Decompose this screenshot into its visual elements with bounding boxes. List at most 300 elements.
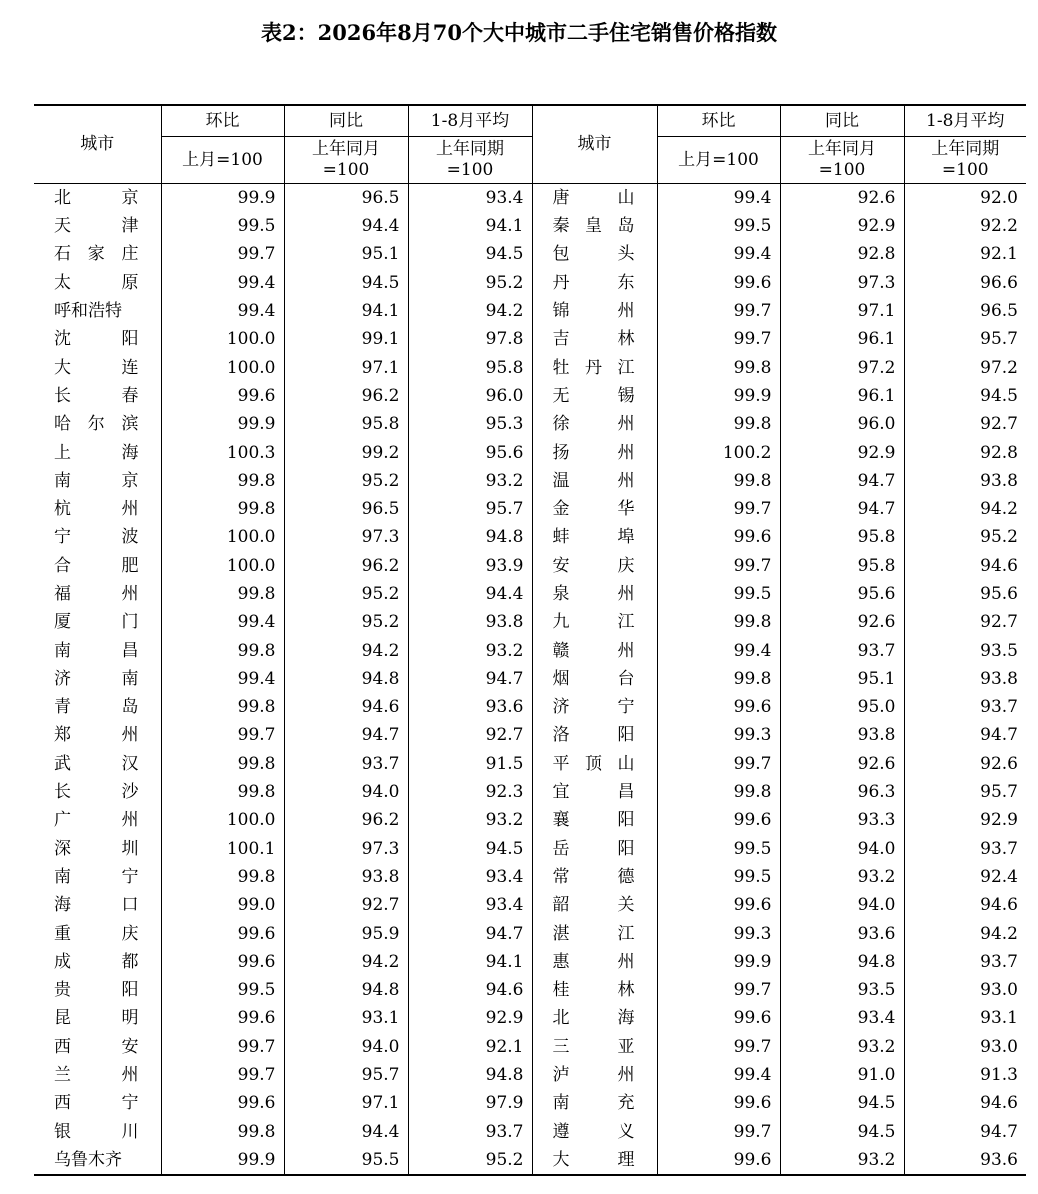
avg-value: 95.6 [904, 580, 1026, 608]
mom-value: 99.8 [657, 353, 780, 381]
yoy-value: 92.9 [780, 438, 904, 466]
mom-value: 99.8 [161, 693, 284, 721]
yoy-value: 94.0 [780, 891, 904, 919]
table-row [34, 1004, 1026, 1032]
yoy-value: 93.2 [780, 863, 904, 891]
mom-value: 99.9 [161, 410, 284, 438]
table-row [34, 438, 1026, 466]
mom-value: 99.6 [657, 523, 780, 551]
table-row [34, 325, 1026, 353]
table-row [34, 721, 1026, 749]
yoy-value: 95.2 [284, 608, 408, 636]
avg-value: 93.8 [904, 665, 1026, 693]
mom-value: 99.8 [657, 467, 780, 495]
table-row [34, 948, 1026, 976]
mom-value: 100.0 [161, 552, 284, 580]
mom-value: 99.6 [657, 1089, 780, 1117]
yoy-value: 94.2 [284, 636, 408, 664]
avg-value: 93.7 [408, 1118, 532, 1146]
avg-value: 94.5 [904, 382, 1026, 410]
yoy-value: 94.6 [284, 693, 408, 721]
mom-value: 99.6 [161, 948, 284, 976]
mom-value: 99.9 [161, 1146, 284, 1175]
yoy-value: 96.2 [284, 552, 408, 580]
avg-value: 94.1 [408, 212, 532, 240]
yoy-value: 94.4 [284, 212, 408, 240]
mom-value: 100.0 [161, 325, 284, 353]
yoy-value: 92.7 [284, 891, 408, 919]
avg-value: 92.2 [904, 212, 1026, 240]
city-name: 沈阳 [54, 329, 139, 350]
table-row [34, 778, 1026, 806]
yoy-value: 94.0 [284, 1033, 408, 1061]
yoy-value: 96.0 [780, 410, 904, 438]
city-name: 三亚 [532, 1033, 657, 1061]
city-name: 丹东 [532, 269, 657, 297]
price-index-table [34, 104, 1026, 1176]
mom-value: 99.7 [657, 552, 780, 580]
city-name: 南京 [54, 470, 139, 491]
city-name: 金华 [532, 495, 657, 523]
city-name: 宁波 [54, 527, 139, 548]
city-name: 平顶山 [532, 750, 657, 778]
yoy-value: 99.1 [284, 325, 408, 353]
city-name: 青岛 [54, 697, 139, 718]
yoy-value: 93.2 [780, 1033, 904, 1061]
yoy-value: 95.7 [284, 1061, 408, 1089]
yoy-value: 95.8 [780, 523, 904, 551]
yoy-value: 97.3 [284, 835, 408, 863]
mom-value: 99.9 [657, 948, 780, 976]
mom-value: 99.8 [161, 750, 284, 778]
mom-value: 99.6 [657, 891, 780, 919]
yoy-value: 96.3 [780, 778, 904, 806]
avg-value: 92.7 [408, 721, 532, 749]
table-row [34, 863, 1026, 891]
table-title: 表2：2026年8月70个大中城市二手住宅销售价格指数 [261, 20, 777, 45]
yoy-value: 94.1 [284, 297, 408, 325]
avg-value: 95.2 [408, 1146, 532, 1175]
yoy-value: 96.5 [284, 184, 408, 213]
avg-value: 92.1 [904, 240, 1026, 268]
city-name: 北海 [532, 1004, 657, 1032]
city-name: 大理 [532, 1146, 657, 1175]
yoy-value: 95.5 [284, 1146, 408, 1175]
yoy-value: 99.2 [284, 438, 408, 466]
yoy-value: 94.4 [284, 1118, 408, 1146]
yoy-value: 96.2 [284, 382, 408, 410]
avg-value: 93.6 [904, 1146, 1026, 1175]
yoy-value: 93.6 [780, 919, 904, 947]
table-row [34, 467, 1026, 495]
avg-value: 94.4 [408, 580, 532, 608]
header-city-left: 城市 [34, 105, 161, 184]
city-name: 上海 [54, 442, 139, 463]
yoy-value: 93.2 [780, 1146, 904, 1175]
yoy-value: 97.1 [284, 1089, 408, 1117]
table-row [34, 552, 1026, 580]
mom-value: 99.5 [657, 580, 780, 608]
mom-value: 99.7 [161, 721, 284, 749]
yoy-value: 93.7 [284, 750, 408, 778]
mom-value: 99.3 [657, 919, 780, 947]
city-name: 石家庄 [54, 244, 139, 265]
city-name: 扬州 [532, 438, 657, 466]
header-yoy-base-right: 上年同月 =100 [780, 137, 904, 184]
city-name: 长春 [54, 385, 139, 406]
avg-value: 94.7 [408, 665, 532, 693]
city-name: 武汉 [54, 753, 139, 774]
avg-value: 94.1 [408, 948, 532, 976]
city-name: 惠州 [532, 948, 657, 976]
mom-value: 99.7 [657, 495, 780, 523]
mom-value: 99.6 [161, 919, 284, 947]
header-mom-left: 环比 [161, 105, 284, 137]
yoy-value: 91.0 [780, 1061, 904, 1089]
table-row [34, 184, 1026, 213]
mom-value: 99.8 [161, 778, 284, 806]
table-row [34, 353, 1026, 381]
avg-value: 94.8 [408, 1061, 532, 1089]
mom-value: 99.7 [657, 325, 780, 353]
avg-value: 92.1 [408, 1033, 532, 1061]
avg-value: 97.9 [408, 1089, 532, 1117]
city-name: 包头 [532, 240, 657, 268]
city-name: 北京 [54, 188, 139, 208]
city-name: 襄阳 [532, 806, 657, 834]
city-name: 蚌埠 [532, 523, 657, 551]
mom-value: 100.1 [161, 835, 284, 863]
city-name: 太原 [54, 272, 139, 293]
city-name: 贵阳 [54, 980, 139, 1001]
mom-value: 99.6 [657, 269, 780, 297]
yoy-value: 97.1 [284, 353, 408, 381]
yoy-value: 97.1 [780, 297, 904, 325]
table-row [34, 297, 1026, 325]
city-name: 郑州 [54, 725, 139, 746]
table-row [34, 750, 1026, 778]
mom-value: 99.5 [657, 212, 780, 240]
mom-value: 99.8 [657, 608, 780, 636]
avg-value: 96.0 [408, 382, 532, 410]
yoy-value: 95.1 [780, 665, 904, 693]
city-name: 合肥 [54, 555, 139, 576]
table-row [34, 1033, 1026, 1061]
mom-value: 99.5 [657, 835, 780, 863]
avg-value: 94.2 [904, 495, 1026, 523]
yoy-value: 97.2 [780, 353, 904, 381]
city-name: 桂林 [532, 976, 657, 1004]
yoy-value: 95.9 [284, 919, 408, 947]
avg-value: 95.7 [904, 778, 1026, 806]
avg-value: 94.6 [408, 976, 532, 1004]
mom-value: 99.7 [657, 1118, 780, 1146]
yoy-value: 93.1 [284, 1004, 408, 1032]
avg-value: 91.3 [904, 1061, 1026, 1089]
table-row [34, 608, 1026, 636]
mom-value: 100.0 [161, 353, 284, 381]
mom-value: 99.5 [161, 212, 284, 240]
header-avg-right: 1-8月平均 [904, 105, 1026, 137]
mom-value: 99.8 [657, 778, 780, 806]
mom-value: 99.4 [161, 297, 284, 325]
city-name: 宜昌 [532, 778, 657, 806]
avg-value: 92.7 [904, 608, 1026, 636]
header-yoy-left: 同比 [284, 105, 408, 137]
yoy-value: 93.8 [780, 721, 904, 749]
mom-value: 99.8 [161, 1118, 284, 1146]
avg-value: 92.9 [904, 806, 1026, 834]
city-name: 厦门 [54, 612, 139, 633]
avg-value: 92.6 [904, 750, 1026, 778]
table-row [34, 240, 1026, 268]
city-name: 韶关 [532, 891, 657, 919]
table-row [34, 835, 1026, 863]
yoy-value: 96.1 [780, 382, 904, 410]
avg-value: 94.8 [408, 523, 532, 551]
city-name: 成都 [54, 951, 139, 972]
mom-value: 99.7 [161, 1033, 284, 1061]
table-row [34, 976, 1026, 1004]
city-name: 济宁 [532, 693, 657, 721]
avg-value: 94.6 [904, 891, 1026, 919]
city-name: 重庆 [54, 923, 139, 944]
table-row [34, 1089, 1026, 1117]
yoy-value: 94.0 [780, 835, 904, 863]
mom-value: 99.6 [161, 1004, 284, 1032]
yoy-value: 92.9 [780, 212, 904, 240]
yoy-value: 94.0 [284, 778, 408, 806]
mom-value: 99.8 [657, 665, 780, 693]
avg-value: 93.0 [904, 1033, 1026, 1061]
mom-value: 99.4 [161, 608, 284, 636]
city-name: 九江 [532, 608, 657, 636]
mom-value: 99.5 [161, 976, 284, 1004]
city-name: 南充 [532, 1089, 657, 1117]
yoy-value: 93.4 [780, 1004, 904, 1032]
avg-value: 95.2 [904, 523, 1026, 551]
mom-value: 99.6 [657, 1004, 780, 1032]
table-body [34, 184, 1026, 1175]
yoy-value: 95.0 [780, 693, 904, 721]
yoy-value: 94.5 [780, 1118, 904, 1146]
yoy-value: 97.3 [780, 269, 904, 297]
mom-value: 99.3 [657, 721, 780, 749]
city-name: 岳阳 [532, 835, 657, 863]
mom-value: 99.4 [161, 269, 284, 297]
city-name: 南宁 [54, 866, 139, 887]
avg-value: 93.7 [904, 693, 1026, 721]
avg-value: 97.8 [408, 325, 532, 353]
avg-value: 93.8 [904, 467, 1026, 495]
mom-value: 99.8 [161, 495, 284, 523]
yoy-value: 95.2 [284, 580, 408, 608]
yoy-value: 92.6 [780, 750, 904, 778]
yoy-value: 93.5 [780, 976, 904, 1004]
avg-value: 95.7 [904, 325, 1026, 353]
mom-value: 99.7 [657, 976, 780, 1004]
city-name: 无锡 [532, 382, 657, 410]
yoy-value: 94.7 [284, 721, 408, 749]
mom-value: 100.0 [161, 806, 284, 834]
yoy-value: 94.8 [780, 948, 904, 976]
table-row [34, 1061, 1026, 1089]
mom-value: 99.4 [161, 665, 284, 693]
mom-value: 99.8 [161, 863, 284, 891]
avg-value: 94.5 [408, 240, 532, 268]
yoy-value: 95.8 [284, 410, 408, 438]
city-name: 安庆 [532, 552, 657, 580]
city-name: 昆明 [54, 1008, 139, 1029]
avg-value: 96.5 [904, 297, 1026, 325]
yoy-value: 96.1 [780, 325, 904, 353]
yoy-value: 94.2 [284, 948, 408, 976]
yoy-value: 93.3 [780, 806, 904, 834]
table-row [34, 1146, 1026, 1175]
table-row [34, 580, 1026, 608]
city-name: 深圳 [54, 838, 139, 859]
yoy-value: 95.1 [284, 240, 408, 268]
table-row [34, 495, 1026, 523]
yoy-value: 96.5 [284, 495, 408, 523]
avg-value: 92.8 [904, 438, 1026, 466]
city-name: 唐山 [532, 184, 657, 213]
header-yoy-right: 同比 [780, 105, 904, 137]
mom-value: 100.0 [161, 523, 284, 551]
city-name: 海口 [54, 895, 139, 916]
city-name: 银川 [54, 1121, 139, 1142]
table-row [34, 523, 1026, 551]
table-row [34, 919, 1026, 947]
yoy-value: 94.7 [780, 467, 904, 495]
yoy-value: 95.6 [780, 580, 904, 608]
yoy-value: 95.8 [780, 552, 904, 580]
yoy-value: 92.8 [780, 240, 904, 268]
city-name: 乌鲁木齐 [34, 1146, 161, 1175]
avg-value: 96.6 [904, 269, 1026, 297]
table-row [34, 693, 1026, 721]
city-name: 秦皇岛 [532, 212, 657, 240]
city-name: 锦州 [532, 297, 657, 325]
table-row [34, 665, 1026, 693]
avg-value: 93.4 [408, 184, 532, 213]
avg-value: 95.2 [408, 269, 532, 297]
avg-value: 94.7 [904, 1118, 1026, 1146]
yoy-value: 93.7 [780, 636, 904, 664]
mom-value: 99.6 [657, 1146, 780, 1175]
city-name: 杭州 [54, 499, 139, 520]
table-row [34, 806, 1026, 834]
mom-value: 99.9 [657, 382, 780, 410]
table-row [34, 410, 1026, 438]
city-name: 吉林 [532, 325, 657, 353]
yoy-value: 96.2 [284, 806, 408, 834]
avg-value: 93.6 [408, 693, 532, 721]
avg-value: 92.4 [904, 863, 1026, 891]
avg-value: 95.8 [408, 353, 532, 381]
mom-value: 99.4 [657, 184, 780, 213]
avg-value: 94.2 [904, 919, 1026, 947]
city-name: 济南 [54, 668, 139, 689]
avg-value: 95.7 [408, 495, 532, 523]
yoy-value: 94.5 [780, 1089, 904, 1117]
mom-value: 99.7 [161, 1061, 284, 1089]
yoy-value: 94.5 [284, 269, 408, 297]
mom-value: 99.9 [161, 184, 284, 213]
avg-value: 93.4 [408, 863, 532, 891]
city-name: 西宁 [54, 1093, 139, 1114]
city-name: 烟台 [532, 665, 657, 693]
table-row [34, 382, 1026, 410]
mom-value: 99.8 [161, 636, 284, 664]
avg-value: 93.0 [904, 976, 1026, 1004]
mom-value: 100.3 [161, 438, 284, 466]
table-row [34, 891, 1026, 919]
avg-value: 94.5 [408, 835, 532, 863]
avg-value: 94.7 [408, 919, 532, 947]
yoy-value: 97.3 [284, 523, 408, 551]
avg-value: 93.1 [904, 1004, 1026, 1032]
table-row [34, 212, 1026, 240]
city-name: 湛江 [532, 919, 657, 947]
mom-value: 99.7 [657, 1033, 780, 1061]
table-row [34, 269, 1026, 297]
avg-value: 93.2 [408, 467, 532, 495]
mom-value: 99.0 [161, 891, 284, 919]
mom-value: 100.2 [657, 438, 780, 466]
header-avg-base-right: 上年同期 =100 [904, 137, 1026, 184]
avg-value: 93.9 [408, 552, 532, 580]
mom-value: 99.4 [657, 240, 780, 268]
avg-value: 93.7 [904, 948, 1026, 976]
avg-value: 94.6 [904, 552, 1026, 580]
yoy-value: 94.8 [284, 976, 408, 1004]
header-avg-base-left: 上年同期 =100 [408, 137, 532, 184]
mom-value: 99.6 [657, 693, 780, 721]
avg-value: 92.9 [408, 1004, 532, 1032]
mom-value: 99.6 [161, 382, 284, 410]
avg-value: 93.5 [904, 636, 1026, 664]
city-name: 徐州 [532, 410, 657, 438]
city-name: 福州 [54, 584, 139, 604]
city-name: 泸州 [532, 1061, 657, 1089]
city-name: 温州 [532, 467, 657, 495]
city-name: 泉州 [532, 580, 657, 608]
mom-value: 99.6 [657, 806, 780, 834]
mom-value: 99.8 [161, 467, 284, 495]
city-name: 洛阳 [532, 721, 657, 749]
mom-value: 99.4 [657, 636, 780, 664]
yoy-value: 93.8 [284, 863, 408, 891]
city-name: 天津 [54, 216, 139, 237]
mom-value: 99.6 [161, 1089, 284, 1117]
header-mom-right: 环比 [657, 105, 780, 137]
table-row [34, 636, 1026, 664]
yoy-value: 94.7 [780, 495, 904, 523]
avg-value: 93.2 [408, 806, 532, 834]
city-name: 遵义 [532, 1118, 657, 1146]
mom-value: 99.8 [657, 410, 780, 438]
avg-value: 92.7 [904, 410, 1026, 438]
city-name: 大连 [54, 357, 139, 378]
table-row [34, 1118, 1026, 1146]
mom-value: 99.8 [161, 580, 284, 608]
yoy-value: 95.2 [284, 467, 408, 495]
header-yoy-base-left: 上年同月 =100 [284, 137, 408, 184]
mom-value: 99.5 [657, 863, 780, 891]
city-name: 赣州 [532, 636, 657, 664]
avg-value: 92.0 [904, 184, 1026, 213]
